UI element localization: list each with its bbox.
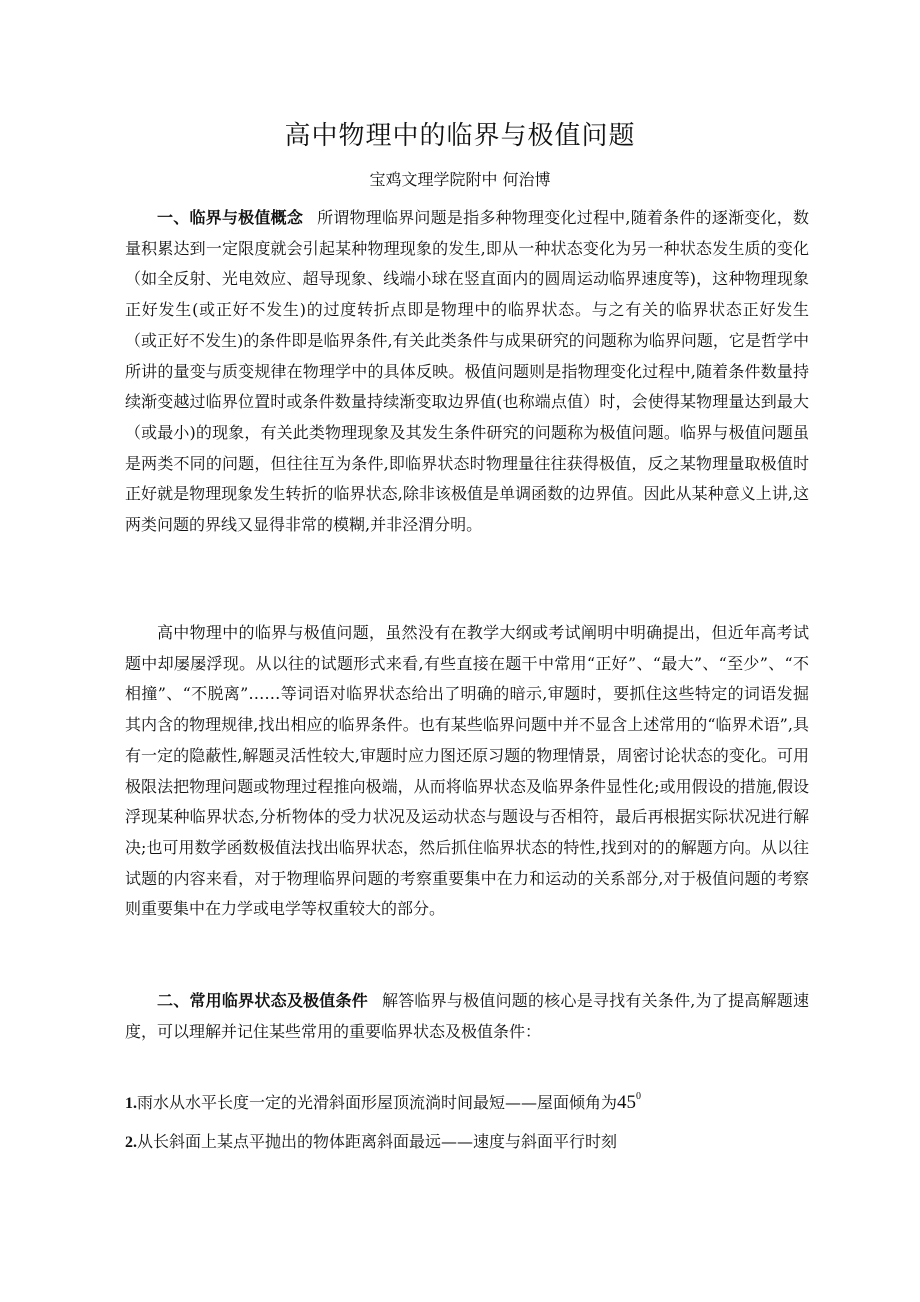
list-item-1 (125, 1091, 809, 1116)
section1-heading: 一、临界与极值概念 (157, 208, 304, 227)
section2-heading: 二、常用临界状态及极值条件 (157, 991, 368, 1010)
document-title: 高中物理中的临界与极值问题 (284, 121, 636, 151)
paragraph2: 高中物理中的临界与极值问题，虽然没有在教学大纲或考试阐明中明确提出，但近年高考试题中却屡屡浮现。从以往的试题形式来看,有些直接在题干中常用“正好”、“最大”、“至少”、“不相撞”、“不脱离”……等词语对临界状态给出了明确的暗示,审题时，要抓住这些特定的词语发掘其内含的物理规律,找出相应的临界条件。也有某些临界问题中并不显含上述常用的“临界术语”,具有一定的隐蔽性,解题灵活性较大,审题时应力图还原习题的物理情景，周密讨论状态的变化。可用极限法把物理问题或物理过程推向极端，从而将临界状态及临界条件显性化;或用假设的措施,假设浮现某种临界状态,分析物体的受力状况及运动状态与题设与否相符，最后再根据实际状况进行解决;也可用数学函数极值法找出临界状态，然后抓住临界状态的特性,找到对的的解题方向。从以往试题的内容来看，对于物理临界问题的考察重要集中在力和运动的关系部分,对于极值问题的考察则重要集中在力学或电学等权重较大的部分。 (125, 623, 809, 919)
list-item-2-text: 从长斜面上某点平抛出的物体距离斜面最远——速度与斜面平行时刻 (137, 1132, 618, 1151)
angle-superscript: 0 (636, 1091, 642, 1102)
angle-number: 45 (617, 1092, 637, 1113)
angle-value (617, 1092, 641, 1113)
section1-paragraph (125, 203, 809, 541)
section1-text: 所谓物理临界问题是指多种物理变化过程中,随着条件的逐渐变化，数量积累达到一定限度就会引起某种物理现象的发生,即从一种状态变化为另一种状态发生质的变化（如全反射、光电效应、超导现象、线端小球在竖直面内的圆周运动临界速度等)，这种物理现象正好发生(或正好不发生)的过度转折点即是物理中的临界状态。与之有关的临界状态正好发生（或正好不发生)的条件即是临界条件,有关此类条件与成果研究的问题称为临界问题，它是哲学中所讲的量变与质变规律在物理学中的具体反映。极值问题则是指物理变化过程中,随着条件数量持续渐变越过临界位置时或条件数量持续渐变取边界值(也称端点值）时，会使得某物理量达到最大（或最小)的现象，有关此类物理现象及其发生条件研究的问题称为极值问题。临界与极值问题虽是两类不同的问题，但往往互为条件,即临界状态时物理量往往获得极值，反之某物理量取极值时正好就是物理现象发生转折的临界状态,除非该极值是单调函数的边界值。因此从某种意义上讲,这两类问题的界线又显得非常的模糊,并非泾渭分明。 (125, 208, 809, 535)
list-item-2-number: 2. (125, 1134, 137, 1151)
section2-text: 解答临界与极值问题的核心是寻找有关条件,为了提高解题速度，可以理解并记住某些常用的重要临界状态及极值条件： (125, 991, 809, 1041)
list-item-1-text: 雨水从水平长度一定的光滑斜面形屋顶流淌时间最短——屋面倾角为 (137, 1093, 618, 1112)
list-item-1-number: 1. (125, 1095, 137, 1112)
section2-paragraph (125, 986, 809, 1047)
list-item-2 (125, 1130, 809, 1155)
document-author: 宝鸡文理学院附中 何治博 (369, 170, 551, 189)
